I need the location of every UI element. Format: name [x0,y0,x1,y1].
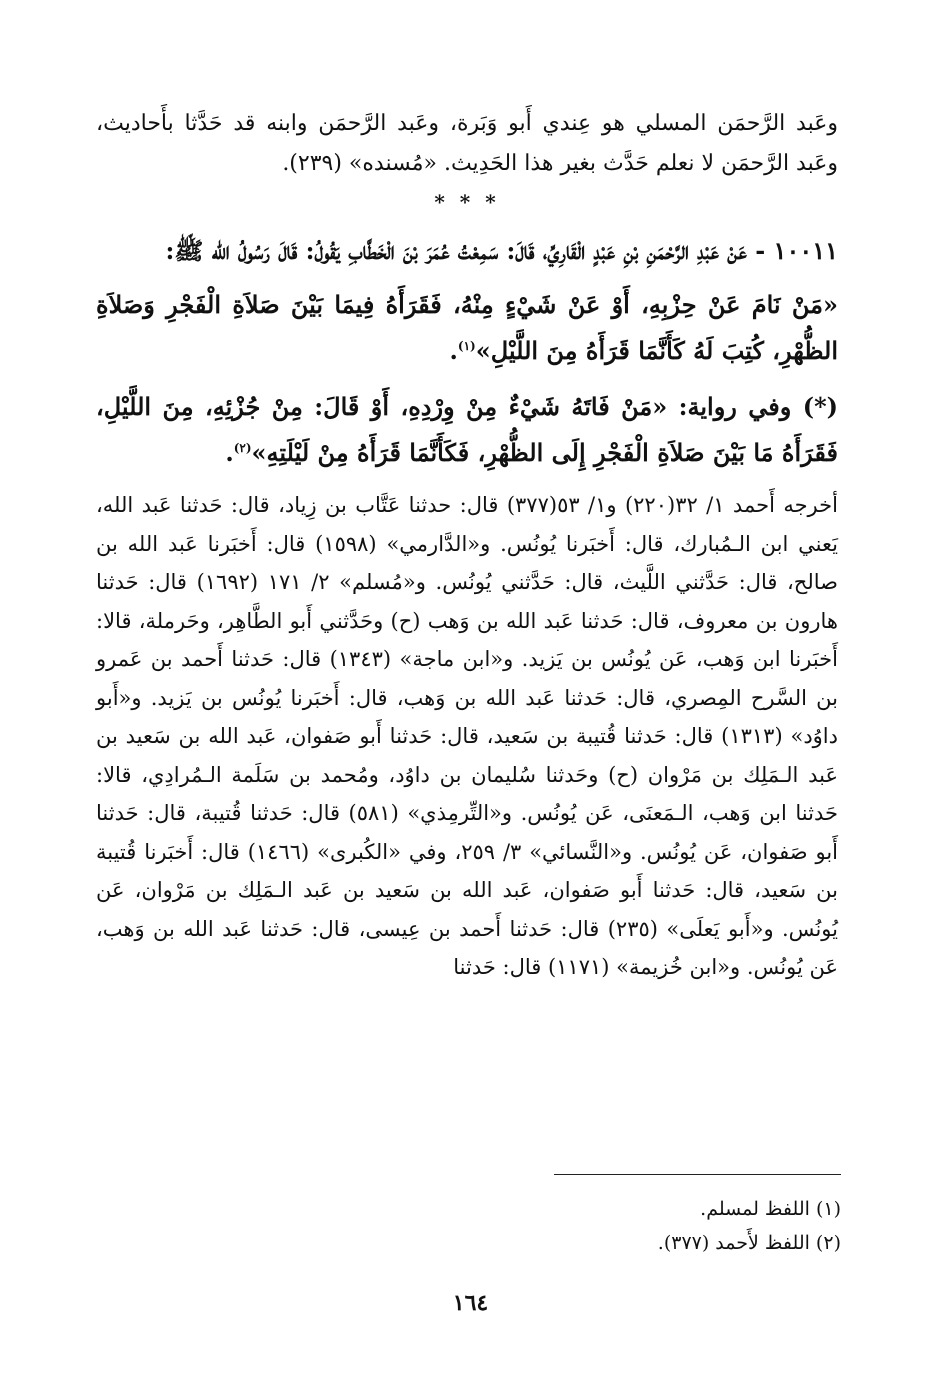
footnote-ref-2[interactable]: (٢) [233,441,252,455]
footnote-2: (٢) اللفظ لأَحمد (٣٧٧). [657,1232,841,1254]
riwaya-text: (*) وفي رواية: «مَنْ فَاتَهُ شَيْءٌ مِنْ وِرْدِهِ، أَوْ قَالَ: مِنْ جُزْئِهِ، مِنَ اللَّيْلِ، فَقَرَأَهُ مَا بَيْنَ صَلاَةِ الْفَجْرِ إِلَى الظُّهْرِ، فَكَأَنَّمَا قَرَأَهُ مِنْ لَيْلَتِهِ» [96,392,838,467]
matn-end: . [449,336,458,365]
intro-paragraph: وعَبد الرَّحمَن المسلي هو عِندي أَبو وَبَرة، وعَبد الرَّحمَن وابنه قد حَدَّثا بأَحاديث، وعَبد الرَّحمَن لا نعلم حَدَّث بغير هذا الحَدِيث. «مُسنده» (٢٣٩). [96,111,838,176]
hadith-matn [96,282,838,374]
hadith-heading [96,228,838,274]
hadith-riwaya [96,384,838,476]
footnote-divider [554,1174,841,1175]
footnote-1: (١) اللفظ لمسلم. [700,1198,841,1220]
page-body [96,104,838,987]
section-separator: * * * [434,190,500,214]
footnotes [241,1192,841,1260]
page-number: ١٦٤ [452,1290,489,1316]
hadith-isnad: عَنْ عَبْدِ الرَّحْمَنِ بْنِ عَبْدٍ الْقَارِيِّ، قَالَ: سَمِعْتُ عُمَرَ بْنَ الْخَطَّابِ يَقُولُ: قَالَ رَسُولُ الله ﷺ: [165,236,747,265]
matn-text: «مَنْ نَامَ عَنْ حِزْبِهِ، أَوْ عَنْ شَيْءٍ مِنْهُ، فَقَرَأَهُ فِيمَا بَيْنَ صَلاَةِ الْفَجْرِ وَصَلاَةِ الظُّهْرِ، كُتِبَ لَهُ كَأَنَّمَا قَرَأَهُ مِنَ اللَّيْلِ» [96,290,838,365]
takhrij-paragraph: أخرجه أَحمد ١/ ٣٢(٢٢٠) و١/ ٥٣(٣٧٧) قال: حدثنا عَتَّاب بن زِياد، قال: حَدثنا عَبد الله، يَعني ابن الـمُبارك، قال: أَخبَرنا يُونُس. و«الدَّارمي» (١٥٩٨) قال: أَخبَرنا عَبد الله بن صالح، قال: حَدَّثني اللَّيث، قال: حَدَّثني يُونُس. و«مُسلم» ٢/ ١٧١ (١٦٩٢) قال: حَدثنا هارون بن معروف، قال: حَدثنا عَبد الله بن وَهب (ح) وحَدَّثني أَبو الطَّاهِر، وحَرملة، قالا: أَخبَرنا ابن وَهب، عَن يُونُس بن يَزيد. و«ابن ماجة» (١٣٤٣) قال: حَدثنا أَحمد بن عَمرو بن السَّرح المِصري، قال: حَدثنا عَبد الله بن وَهب، قال: أَخبَرنا يُونُس بن يَزيد. و«أَبو داوُد» (١٣١٣) قال: حَدثنا قُتيبة بن سَعيد، قال: حَدثنا أَبو صَفوان، عَبد الله بن سَعيد بن عَبد الـمَلِك بن مَرْوان (ح) وحَدثنا سُليمان بن داوُد، ومُحمد بن سَلَمة الـمُرادِي، قالا: حَدثنا ابن وَهب، الـمَعنَى، عَن يُونُس. و«التِّرمِذي» (٥٨١) قال: حَدثنا قُتيبة، قال: حَدثنا أَبو صَفوان، عَن يُونُس. و«النَّسائي» ٣/ ٢٥٩، وفي «الكُبرى» (١٤٦٦) قال: أَخبَرنا قُتيبة بن سَعيد، قال: حَدثنا أَبو صَفوان، عَبد الله بن سَعيد بن عَبد الـمَلِك بن مَرْوان، عَن يُونُس. و«أَبو يَعلَى» (٢٣٥) قال: حَدثنا أَحمد بن عِيسى، قال: حَدثنا عَبد الله بن وَهب، عَن يُونُس. و«ابن خُزيمة» (١١٧١) قال: حَدثنا [96,493,838,979]
hadith-number: ١٠٠١١ [773,236,838,265]
footnote-ref-1[interactable]: (١) [457,339,476,353]
riwaya-end: . [225,438,234,467]
hadith-dash: - [755,236,766,265]
